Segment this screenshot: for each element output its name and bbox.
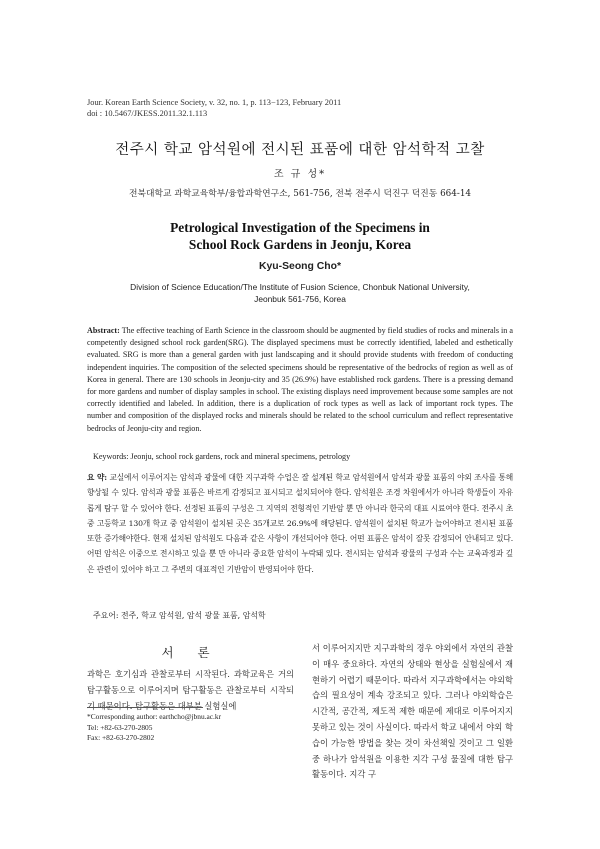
footnote-divider <box>87 707 203 708</box>
footnote-tel: Tel: +82-63-270-2805 <box>87 722 153 732</box>
intro-left-column: 과학은 호기심과 관찰로부터 시작된다. 과학교육은 거의 탐구활동으로 이루어지며 탐구활동은 관찰로부터 시작되기 때문이다. 탐구활동은 대부분 실험실에 <box>87 669 294 711</box>
affiliation-english-line1: Division of Science Education/The Institute of Fusion Science, Chonbuk National University, <box>130 282 470 292</box>
doi: doi : 10.5467/JKESS.2011.32.1.113 <box>87 109 208 118</box>
affiliation-english <box>0 281 600 305</box>
footnote-fax: Fax: +82-63-270-2802 <box>87 733 155 742</box>
author-english: Kyu-Seong Cho* <box>259 261 341 272</box>
journal-citation: Jour. Korean Earth Science Society, v. 32, no. 1, p. 113−123, February 2011 <box>87 98 342 107</box>
journal-header <box>87 97 341 119</box>
abstract-text: The effective teaching of Earth Science in the classroom should be augmented by field studies of rocks and minerals in a competently designed school rock garden(SRG). The displayed specimens must be correctly identified, labeled and esthetically evaluated. SRG is more than a general garden with just landscaping and it should provide students with freedom of conducting independent inquiries. The composition of the selected specimens should be representative of the bedrocks of region as well as of Korea in general. There are 130 schools in Jeonju-city and 35 (26.9%) have established rock gardens. There is a pressing demand for more gardens and number of display samples in school. The existing displays need improvement because some samples are not correctly identified and labeled. In addition, there is a duplication of rock types as well as lack of important rock types. The number and composition of the displayed rocks and minerals should be related to the school curriculum and reflect representative bedrocks of Jeonju-city and region. <box>87 326 513 433</box>
keywords-english: Keywords: Jeonju, school rock gardens, rock and mineral specimens, petrology <box>93 452 351 461</box>
abstract-label: Abstract: <box>87 326 120 335</box>
title-english-line1: Petrological Investigation of the Specimens in <box>170 220 430 235</box>
abstract-english <box>87 325 513 435</box>
footnote <box>87 712 221 744</box>
affiliation-korean: 전북대학교 과학교육학부/융합과학연구소, 561-756, 전북 전주시 덕진구 덕진동 664-14 <box>128 189 472 199</box>
intro-right-column: 서 이루어지지만 지구과학의 경우 야외에서 자연의 관찰이 매우 중요하다. 자연의 상태와 현상을 실험실에서 재현하기 어렵기 때문이다. 따라서 지구과학에서는 야외학습의 필요성이 계속 강조되고 있다. 그러나 야외학습은 시간적, 공간적, 제도적 제한 때문에 제대로 이루어지지 못하고 있는 것이 사실이다. 따라서 학교 내에서 야외 학습이 가능한 방법을 찾는 것이 차선책일 것이고 그 일환중 하나가 암석원을 이용한 지각 구성 물질에 대한 탐구활동이다. 지각 구 <box>312 643 513 780</box>
author-korean: 조 규 성* <box>273 169 327 180</box>
title-english-line2: School Rock Gardens in Jeonju, Korea <box>188 237 412 252</box>
title-korean: 전주시 학교 암석원에 전시된 표품에 대한 암석학적 고찰 <box>115 142 485 158</box>
abstract-korean <box>87 470 513 577</box>
title-english <box>0 219 600 253</box>
abstract-korean-label: 요 약: <box>87 473 107 482</box>
footnote-corresponding-author: *Corresponding author: earthcho@jbnu.ac.kr <box>87 712 222 721</box>
affiliation-english-line2: Jeonbuk 561-756, Korea <box>254 294 346 304</box>
section-heading-introduction: 서 론 <box>161 645 220 660</box>
keywords-korean: 주요어: 전주, 학교 암석원, 암석 광물 표품, 암석학 <box>93 611 266 620</box>
abstract-korean-text: 교실에서 이루어지는 암석과 광물에 대한 지구과학 수업은 잘 설계된 학교 암석원에서 암석과 광물 표품의 야외 조사를 통해 향상될 수 있다. 암석과 광물 표품은 바르게 감정되고 표시되고 설치되어야 한다. 암석원은 조경 차원에서가 아니라 학생들이 자유롭게 탐구 할 수 있어야 한다. 선정된 표품의 구성은 그 지역의 전형적인 기반암 뿐 만 아니라 한국의 대표 시료여야 한다. 전주시 초 중 고등학교 130개 학교 중 암석원이 설치된 곳은 35개교로 26.9%에 해당된다. 암석원이 설치된 학교가 늘어야하고 전시된 표품 또한 증가해야한다. 현재 설치된 암석원도 다음과 같은 사항이 개선되어야 한다. 어떤 표품은 암석이 잘못 감정되어 안내되고 있다. 어떤 암석은 이중으로 전시하고 있을 뿐 만 아니라 중요한 암석이 누락돼 있다. 전시되는 암석과 광물의 구성과 수는 교육과정과 깊은 관련이 있어야 하고 그 주변의 대표적인 기반암이 반영되어야 한다. <box>87 473 513 574</box>
